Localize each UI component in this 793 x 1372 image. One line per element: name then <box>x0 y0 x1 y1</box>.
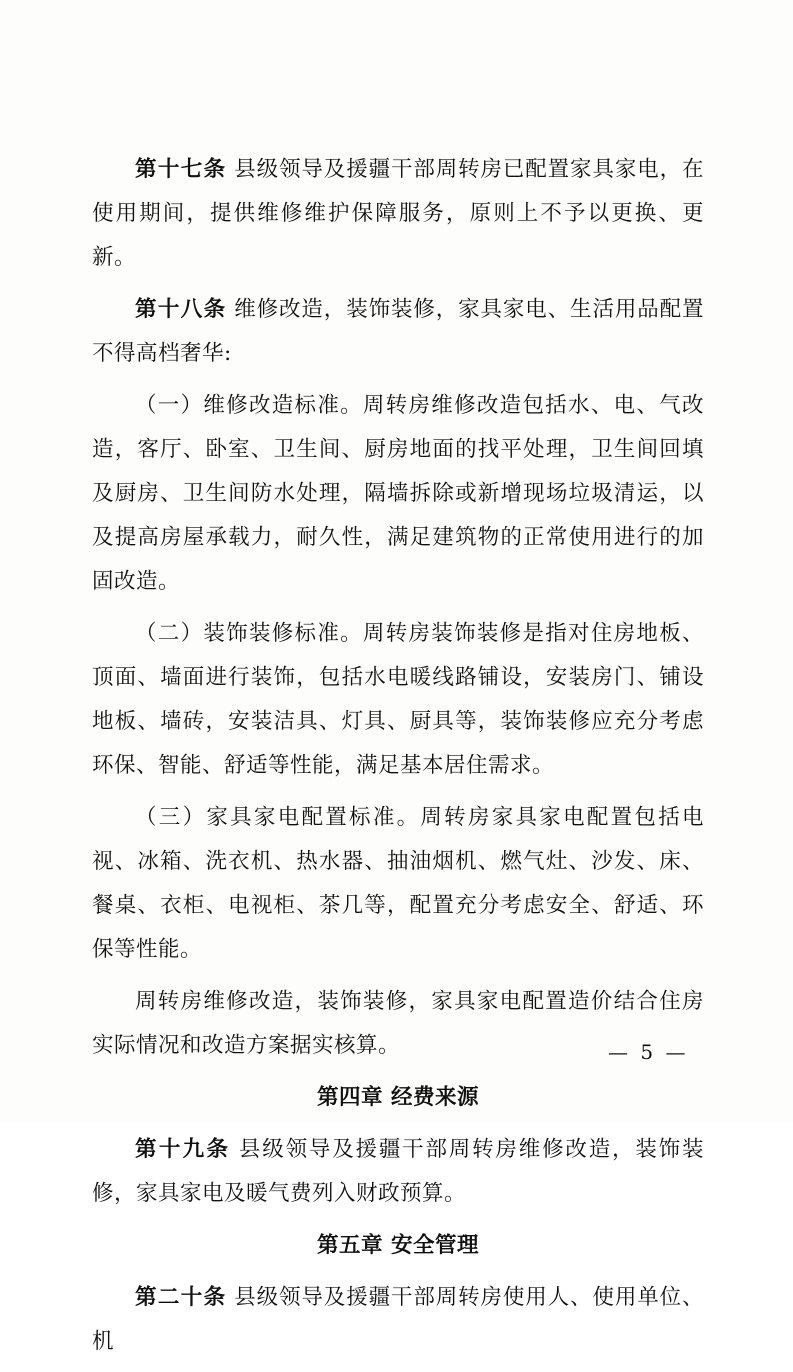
article-18-text: 维修改造，装饰装修，家具家电、生活用品配置不得高档奢华: <box>92 297 704 366</box>
item-1-maintenance-standard: （一）维修改造标准。周转房维修改造包括水、电、气改造，客厅、卧室、卫生间、厨房地面的找平处理，卫生间回填及厨房、卫生间防水处理，隔墙拆除或新增现场垃圾清运，以及提高房屋承载力，耐久性，满足建筑物的正常使用进行的加固改造。 <box>92 393 704 594</box>
article-17-heading: 第十七条 <box>135 157 227 182</box>
article-20 <box>92 1276 704 1364</box>
article-19 <box>92 1128 704 1216</box>
page-number: — 5 — <box>608 1040 689 1064</box>
article-17 <box>92 148 704 280</box>
article-18 <box>92 288 704 376</box>
chapter-4-title: 第四章 经费来源 <box>317 1085 479 1110</box>
item-2-decoration-standard: （二）装饰装修标准。周转房装饰装修是指对住房地板、顶面、墙面进行装饰，包括水电暖线路铺设，安装房门、铺设地板、墙砖，安装洁具、灯具、厨具等，装饰装修应充分考虑环保、智能、舒适等性能，满足基本居住需求。 <box>92 621 704 778</box>
article-17-text: 县级领导及援疆干部周转房已配置家具家电，在使用期间，提供维修维护保障服务，原则上不予以更换、更新。 <box>92 157 704 270</box>
article-18-heading: 第十八条 <box>135 297 227 322</box>
article-19-heading: 第十九条 <box>135 1137 231 1162</box>
item-3-furniture-appliance-standard: （三）家具家电配置标准。周转房家具家电配置包括电视、冰箱、洗衣机、热水器、抽油烟机、燃气灶、沙发、床、餐桌、衣柜、电视柜、茶几等，配置充分考虑安全、舒适、环保等性能。 <box>92 805 704 962</box>
article-20-heading: 第二十条 <box>135 1285 227 1310</box>
article-20-text: 县级领导及援疆干部周转房使用人、使用单位、机 <box>92 1285 704 1354</box>
chapter-5-title: 第五章 安全管理 <box>317 1233 479 1258</box>
article-19-text: 县级领导及援疆干部周转房维修改造，装饰装修，家具家电及暖气费列入财政预算。 <box>92 1137 704 1206</box>
closing-paragraph: 周转房维修改造，装饰装修，家具家电配置造价结合住房实际情况和改造方案据实核算。 <box>92 989 704 1058</box>
document-body <box>92 148 704 1372</box>
